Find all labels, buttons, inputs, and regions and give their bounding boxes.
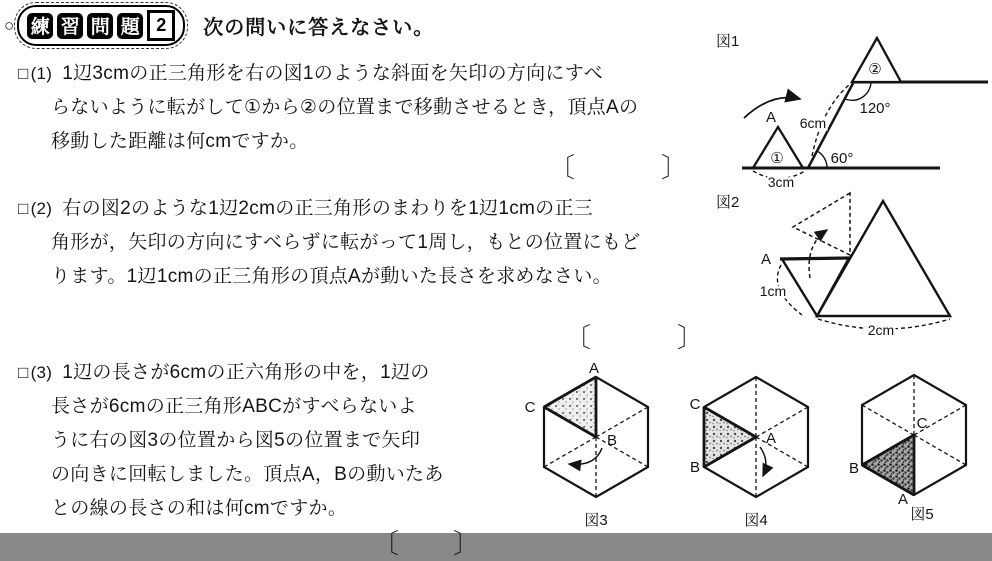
- angle-60-label: 60°: [830, 150, 854, 167]
- problem-number: (2): [30, 199, 53, 218]
- answer-bracket-1: [548, 146, 688, 185]
- answer-checkbox: □: [18, 363, 29, 382]
- problem-number: (1): [30, 64, 53, 83]
- vertex-c-label: C: [916, 415, 928, 432]
- small-side-label: 1cm: [759, 283, 787, 299]
- figure-5-label: 図5: [910, 506, 934, 523]
- figure-1-label: 図1: [716, 33, 740, 50]
- problem-2: [18, 192, 641, 294]
- problem-2-line: [18, 192, 641, 226]
- position-2-number: ②: [868, 61, 882, 78]
- badge-char: 習: [57, 13, 83, 39]
- figure-5-hexagon-end: [835, 355, 992, 533]
- base-length-label: 2cm: [867, 322, 895, 338]
- figure-4-label: 図4: [744, 512, 768, 529]
- angle-60-arc: [817, 151, 827, 168]
- vertex-a-label: A: [765, 109, 777, 126]
- vertex-a-label: A: [588, 360, 600, 377]
- vertex-b-label: B: [848, 460, 860, 477]
- base-length-label: 3cm: [767, 174, 795, 190]
- problem-1-line: [18, 57, 638, 91]
- circle-marker: ○: [4, 15, 15, 35]
- header: [4, 5, 434, 46]
- vertex-a-label: A: [897, 491, 909, 508]
- figure-4-hexagon-middle: [670, 355, 837, 533]
- figure-1-rolling-triangle-slope: [700, 10, 992, 195]
- figure-2-label: 図2: [716, 194, 740, 211]
- problem-1-line: らないように転がして①から②の位置まで移動させるとき，頂点Aの: [51, 97, 639, 118]
- vertex-a-label: A: [760, 251, 772, 268]
- bracket-open: 〔: [548, 153, 575, 183]
- problem-3-line: との線の長さの和は何cmですか。: [51, 498, 348, 519]
- problem-text: 1辺3cmの正三角形を右の図1のような斜面を矢印の方向にすべ: [62, 63, 603, 84]
- problem-3-line: 長さが6cmの正三角形ABCがすべらないよ: [51, 396, 417, 417]
- answer-checkbox: □: [18, 199, 29, 218]
- page-instruction: 次の問いに答えなさい。: [203, 17, 435, 39]
- position-1-number: ①: [770, 150, 784, 167]
- figure-2-small-triangle-around-big: [700, 185, 992, 350]
- bracket-close: 〕: [661, 153, 688, 183]
- problem-3-line: の向きに回転しました。頂点A，Bの動いたあ: [51, 464, 444, 485]
- angle-120-label: 120°: [859, 100, 891, 117]
- figure-3-hexagon-start: [505, 355, 672, 533]
- problem-2-line: 角形が，矢印の方向にすべらずに転がって1周し，もとの位置にもど: [51, 232, 641, 253]
- badge-char: 題: [117, 13, 143, 39]
- problem-1-line: 移動した距離は何cmですか。: [51, 131, 309, 152]
- rolled-triangle-dashed: [793, 193, 850, 255]
- answer-bracket-2: [564, 316, 704, 355]
- vertex-c-label: C: [524, 399, 536, 416]
- slope-length-label: 6cm: [799, 115, 827, 131]
- bracket-open: 〔: [372, 529, 399, 559]
- bracket-close: 〕: [677, 323, 704, 353]
- vertex-b-label: B: [689, 459, 701, 476]
- problem-text: 右の図2のような1辺2cmの正三角形のまわりを1辺1cmの正三: [62, 198, 594, 219]
- badge-char: 問: [87, 13, 113, 39]
- vertex-b-label: B: [606, 432, 618, 449]
- problem-text: 1辺の長さが6cmの正六角形の中を，1辺の: [62, 362, 430, 383]
- problem-3-line: うに右の図3の位置から図5の位置まで矢印: [51, 430, 421, 451]
- badge-char: 練: [27, 13, 53, 39]
- figure-3-label: 図3: [584, 512, 608, 529]
- bracket-close: 〕: [453, 529, 480, 559]
- problem-1: [18, 57, 638, 159]
- problem-3-line: [18, 356, 444, 390]
- problem-2-line: ります。1辺1cmの正三角形の頂点Aが動いた長さを求めなさい。: [51, 266, 612, 287]
- problem-3: [18, 356, 444, 526]
- vertex-c-label: C: [689, 396, 701, 413]
- problem-number: (3): [30, 363, 53, 382]
- bracket-open: 〔: [564, 323, 591, 353]
- exercise-badge: [17, 5, 185, 46]
- answer-bracket-3: [372, 522, 480, 561]
- vertex-a-label: A: [765, 430, 777, 447]
- answer-checkbox: □: [18, 64, 29, 83]
- small-triangle-top-edge: [780, 258, 850, 259]
- badge-number: 2: [147, 10, 175, 41]
